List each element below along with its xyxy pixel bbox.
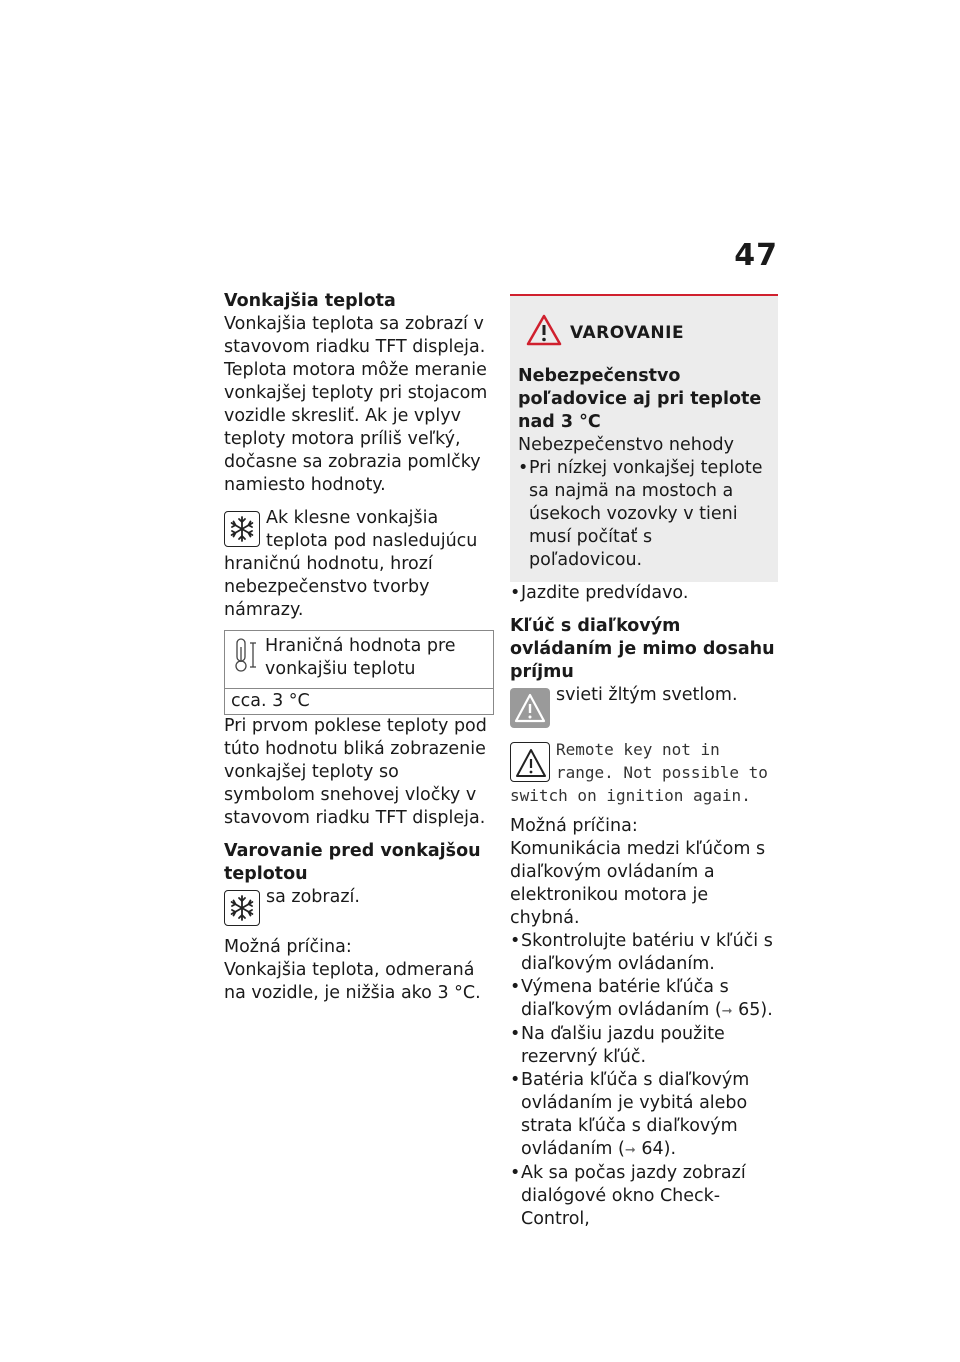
thermometer-icon [231,635,265,682]
shown-block [224,886,494,928]
heading-temperature-warning: Varovanie pred vonkajšou teplotou [224,841,481,884]
frost-block [224,507,494,622]
limit-value: cca. 3 °C [231,691,310,711]
reference-arrow-icon: ➞ [721,1004,733,1019]
warning-box [510,294,778,582]
list-item: • Batéria kľúča s diaľkovým ovládaním je vybitá alebo strata kľúča s diaľkovým ovládaním (➞ 64). [510,1069,778,1162]
cause-label: Možná príčina: [510,816,638,836]
snowflake-icon [224,511,260,547]
cause-text: Vonkajšia teplota, odmeraná na vozidle, je nižšia ako 3 °C. [224,960,481,1003]
limit-value-label: Hraničná hodnota pre vonkajšiu teplotu [265,636,456,679]
page-number: 47 [734,238,778,273]
snowflake-icon [224,890,260,926]
bullet-drive: • Jazdite predvídavo. [510,582,778,605]
right-column [510,290,778,1231]
limit-value-table [224,630,494,715]
page-reference[interactable]: 65). [738,1000,773,1020]
list-item: • Skontrolujte batériu v kľúči s diaľkovým ovládaním. [510,930,778,976]
page-reference[interactable]: 64). [641,1139,677,1159]
display-message-block [510,738,778,807]
reference-arrow-icon: ➞ [624,1143,636,1158]
list-item: • Výmena batérie kľúča s diaľkovým ovládaním (➞ 65). [510,976,778,1023]
drive-bullets [510,582,778,605]
remedy-bullets [510,930,778,1231]
cause-text: Komunikácia medzi kľúčom s diaľkovým ovládaním a elektronikou motora je chybná. [510,839,766,928]
yellow-light-text: svieti žltým svetlom. [556,685,738,705]
yellow-light-block [510,684,778,730]
frost-paragraph: Ak klesne vonkajšia teplota pod nasledujúcu hraničnú hodnotu, hrozí nebezpečenstvo tvorby námrazy. [224,508,478,620]
warning-bullet: • Pri nízkej vonkajšej teplote sa najmä na mostoch a úsekoch vozovky v tieni musí počítať s poľadovicou. [518,457,770,572]
warning-heading: Nebezpečenstvo poľadovice aj pri teplote nad 3 °C [518,366,762,432]
warning-triangle-icon [510,742,550,782]
blink-paragraph: Pri prvom poklese teploty pod túto hodnotu bliká zobrazenie vonkajšej teploty so symbolom snehovej vločky v stavovom riadku TFT displeja. [224,716,487,828]
list-item: • Na ďalšiu jazdu použite rezervný kľúč. [510,1023,778,1069]
warning-title: VAROVANIE [570,323,685,343]
shown-text: sa zobrazí. [266,887,360,907]
display-message: Remote key not in range. Not possible to switch on ignition again. [510,740,768,805]
warning-title-row [526,314,770,353]
warning-bullets [518,457,770,572]
outside-temperature-paragraph: Vonkajšia teplota sa zobrazí v stavovom riadku TFT displeja. Teplota motora môže meranie vonkajšej teploty pri stojacom vozidle skresliť. Ak je vplyv teploty motora príliš veľký, dočasne sa zobrazia pomlčky namiesto hodnoty. [224,314,488,495]
left-column [224,290,494,1005]
heading-outside-temperature: Vonkajšia teplota [224,291,396,311]
limit-value-header [225,631,493,689]
warning-triangle-icon [510,688,550,728]
list-item: • Ak sa počas jazdy zobrazí dialógové okno Check-Control, [510,1162,778,1231]
warning-triangle-icon [526,314,562,353]
cause-label: Možná príčina: [224,937,352,957]
warning-subheading: Nebezpečenstvo nehody [518,435,734,455]
heading-remote-key: Kľúč s diaľkovým ovládaním je mimo dosahu príjmu [510,616,775,682]
